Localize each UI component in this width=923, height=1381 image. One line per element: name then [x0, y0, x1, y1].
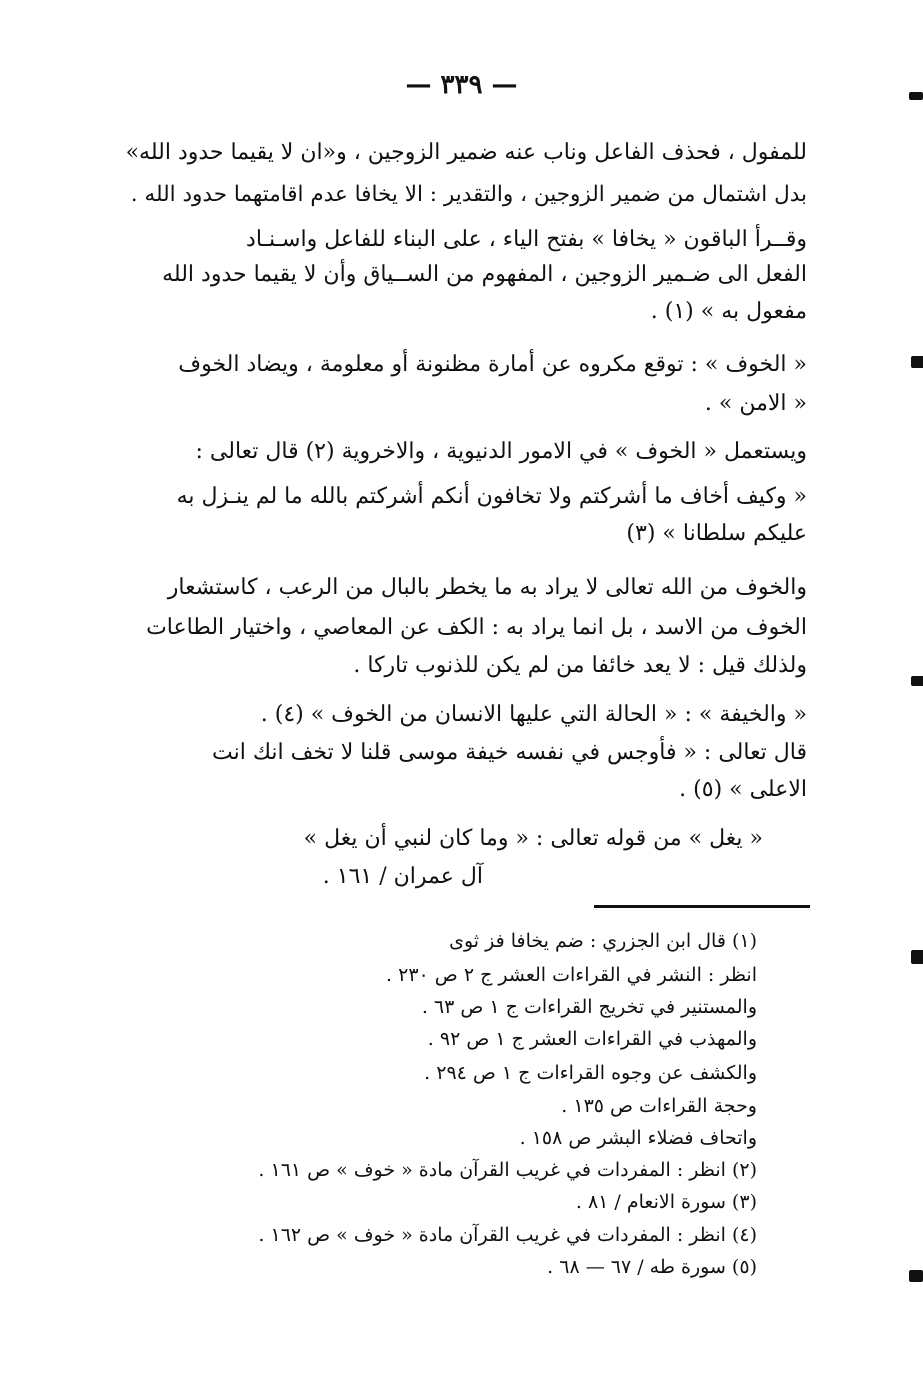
footnote-line-5: والكشف عن وجوه القراءات ج ١ ص ٢٩٤ . [424, 1062, 757, 1084]
body-line-12: الخوف من الاسد ، بل انما يراد به : الكف عن المعاصي ، واختيار الطاعات [146, 615, 807, 640]
scan-edge-mark [911, 676, 923, 686]
body-line-7: « الامن » . [704, 391, 807, 416]
body-line-6: « الخوف » : توقع مكروه عن أمارة مظنونة أو معلومة ، ويضاد الخوف [178, 352, 807, 377]
footnote-line-6: وحجة القراءات ص ١٣٥ . [561, 1095, 757, 1117]
body-line-13: ولذلك قيل : لا يعد خائفا من لم يكن للذنوب تاركا . [353, 653, 807, 678]
footnote-line-9: (٣) سورة الانعام / ٨١ . [575, 1191, 757, 1213]
scan-edge-mark [909, 1270, 923, 1282]
body-line-9: « وكيف أخاف ما أشركتم ولا تخافون أنكم أشركتم بالله ما لم ينـزل به [176, 484, 807, 509]
body-line-16: الاعلى » (٥) . [679, 777, 807, 802]
body-line-5: مفعول به » (١) . [650, 299, 807, 324]
body-line-1: للمفول ، فحذف الفاعل وناب عنه ضمير الزوجين ، و«ان لا يقيما حدود الله» [125, 140, 807, 165]
footnote-line-10: (٤) انظر : المفردات في غريب القرآن مادة « خوف » ص ١٦٢ . [258, 1224, 757, 1246]
body-line-17: « يغل » من قوله تعالى : « وما كان لنبي أن يغل » [303, 826, 763, 851]
body-line-2: بدل اشتمال من ضمير الزوجين ، والتقدير : الا يخافا عدم اقامتهما حدود الله . [130, 182, 807, 207]
footnote-line-1: (١) قال ابن الجزري : ضم يخافا فز ثوى [449, 930, 757, 952]
body-line-14: « والخيفة » : « الحالة التي عليها الانسان من الخوف » (٤) . [260, 702, 807, 727]
footnote-separator [594, 905, 810, 908]
footnote-line-11: (٥) سورة طه / ٦٧ — ٦٨ . [547, 1256, 757, 1278]
body-line-8: ويستعمل « الخوف » في الامور الدنيوية ، والاخروية (٢) قال تعالى : [195, 439, 807, 464]
scan-edge-mark [911, 356, 923, 368]
scan-edge-mark [911, 950, 923, 964]
body-line-10: عليكم سلطانا » (٣) [626, 521, 807, 546]
footnote-line-7: واتحاف فضلاء البشر ص ١٥٨ . [519, 1127, 757, 1149]
body-line-15: قال تعالى : « فأوجس في نفسه خيفة موسى قلنا لا تخف انك انت [212, 740, 807, 765]
footnote-line-2: انظر : النشر في القراءات العشر ج ٢ ص ٢٣٠ . [386, 964, 757, 986]
footnote-line-8: (٢) انظر : المفردات في غريب القرآن مادة « خوف » ص ١٦١ . [258, 1159, 757, 1181]
footnote-line-4: والمهذب في القراءات العشر ج ١ ص ٩٢ . [427, 1028, 757, 1050]
body-line-11: والخوف من الله تعالى لا يراد به ما يخطر بالبال من الرعب ، كاستشعار [167, 575, 807, 600]
body-line-18: آل عمران / ١٦١ . [322, 864, 483, 889]
page-number: — ٣٣٩ — [405, 70, 518, 100]
footnote-line-3: والمستنير في تخريج القراءات ج ١ ص ٦٣ . [421, 996, 757, 1018]
body-line-4: الفعل الى ضـمير الزوجين ، المفهوم من الســياق وأن لا يقيما حدود الله [162, 262, 807, 287]
scan-edge-mark [909, 92, 923, 100]
body-line-3: وقــرأ الباقون « يخافا » بفتح الياء ، على البناء للفاعل واسـنـاد [246, 227, 807, 252]
